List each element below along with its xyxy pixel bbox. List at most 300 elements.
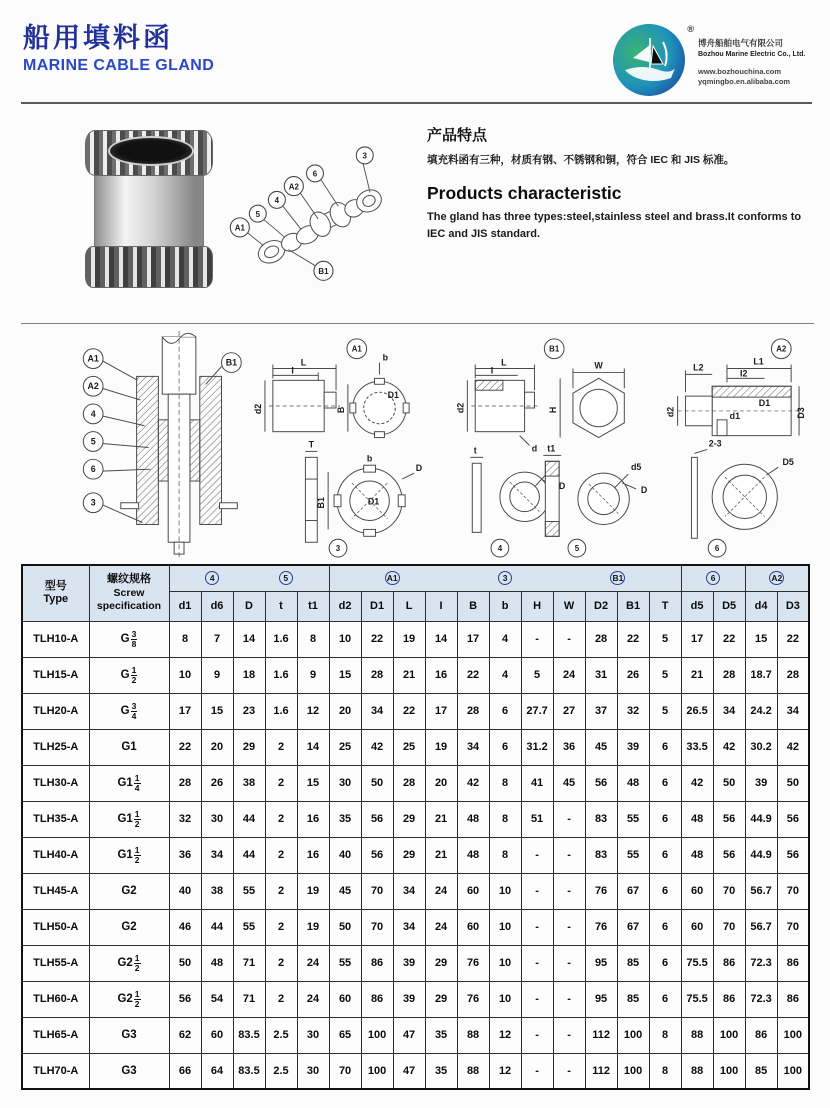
part-4-drawing	[470, 457, 555, 532]
cell-l: 22	[393, 693, 425, 729]
cell-b1: 100	[617, 1017, 649, 1053]
page-header	[0, 0, 830, 102]
cell-b: 88	[457, 1053, 489, 1089]
cell-d5: 48	[681, 837, 713, 873]
b1-dim-I: I	[490, 365, 494, 376]
cell-type: TLH70-A	[22, 1053, 89, 1089]
col-header-i: I	[425, 591, 457, 621]
col-header-b: b	[489, 591, 521, 621]
col-header-d5: d5	[681, 591, 713, 621]
cell-d1: 22	[361, 621, 393, 657]
cell-d3: 42	[777, 729, 809, 765]
part-3-label: 3	[335, 544, 341, 554]
cell-d2: 30	[329, 765, 361, 801]
circled-part-4: 4	[205, 571, 219, 585]
section-callout-a1: A1	[87, 353, 99, 364]
p5-dim-D: D	[640, 484, 648, 495]
part-5-drawing	[543, 455, 636, 536]
part-group-header	[745, 565, 809, 591]
cell-d3: 56	[777, 837, 809, 873]
cell-d4: 24.2	[745, 693, 777, 729]
p6-dim-23: 2-3	[708, 438, 722, 449]
cell-w: 45	[553, 765, 585, 801]
cell-type: TLH50-A	[22, 909, 89, 945]
table-row	[22, 693, 809, 729]
cell-w: -	[553, 981, 585, 1017]
cell-i: 14	[425, 621, 457, 657]
cell-d6: 20	[201, 729, 233, 765]
gland-bottom-nut	[85, 246, 213, 288]
view-b1-label: B1	[549, 344, 560, 354]
col-header-d5: D5	[713, 591, 745, 621]
table-row	[22, 801, 809, 837]
part-group-header	[169, 565, 329, 591]
cell-d4: 15	[745, 621, 777, 657]
a2-dim-L1: L1	[753, 356, 764, 367]
cell-d1: 42	[361, 729, 393, 765]
gland-top-nut	[85, 130, 213, 176]
cell-t1: 30	[297, 1053, 329, 1089]
cell-d6: 30	[201, 801, 233, 837]
company-name-cn: 博舟船舶电气有限公司	[698, 38, 784, 48]
cell-h: -	[521, 1017, 553, 1053]
cell-i: 35	[425, 1017, 457, 1053]
cell-d2: 28	[585, 621, 617, 657]
part-3-drawing	[305, 451, 414, 542]
cell-t: 1.6	[265, 621, 297, 657]
col-header-d1: D1	[361, 591, 393, 621]
cell-t: 2	[265, 981, 297, 1017]
cell-b: 10	[489, 909, 521, 945]
cell-i: 16	[425, 657, 457, 693]
b1-dim-d2: d2	[455, 402, 466, 414]
cell-d6: 15	[201, 693, 233, 729]
cell-h: 27.7	[521, 693, 553, 729]
cell-b1: 48	[617, 765, 649, 801]
cell-b: 12	[489, 1053, 521, 1089]
cell-d2: 65	[329, 1017, 361, 1053]
cell-d2: 60	[329, 981, 361, 1017]
a1-dim-B: B	[335, 406, 346, 414]
cell-t1: 30	[297, 1017, 329, 1053]
exploded-callout-6: 6	[312, 169, 318, 179]
exploded-callout-a2: A2	[288, 182, 299, 192]
part-5-label: 5	[574, 544, 580, 554]
circled-part-3: 3	[498, 571, 512, 585]
cell-l: 28	[393, 765, 425, 801]
view-b1-drawing	[467, 365, 624, 446]
cell-type: TLH25-A	[22, 729, 89, 765]
cell-t1: 24	[297, 981, 329, 1017]
cell-screw-spec: G1	[89, 729, 169, 765]
b1-dim-d: d	[531, 443, 538, 454]
cell-l: 34	[393, 909, 425, 945]
p4-dim-D: D	[558, 480, 566, 491]
a1-dim-d2: d2	[253, 403, 264, 415]
cell-d5: 33.5	[681, 729, 713, 765]
p3-dim-B1: B1	[316, 497, 327, 509]
cell-l: 39	[393, 945, 425, 981]
cell-t1: 24	[297, 945, 329, 981]
features-block	[421, 114, 812, 320]
cell-d5: 86	[713, 945, 745, 981]
table-row	[22, 729, 809, 765]
cell-d3: 70	[777, 873, 809, 909]
cell-l: 47	[393, 1053, 425, 1089]
cell-i: 24	[425, 909, 457, 945]
cell-d: 44	[233, 801, 265, 837]
cell-b: 48	[457, 801, 489, 837]
cell-screw-spec: G $\frac{1}{2}$	[89, 657, 169, 693]
cell-d2: 40	[329, 837, 361, 873]
cell-d5: 34	[713, 693, 745, 729]
cell-h: 5	[521, 657, 553, 693]
cell-d5: 100	[713, 1053, 745, 1089]
cell-d3: 56	[777, 801, 809, 837]
cell-d: 83.5	[233, 1017, 265, 1053]
cell-b: 4	[489, 657, 521, 693]
cell-l: 19	[393, 621, 425, 657]
cell-t: 2.5	[265, 1017, 297, 1053]
exploded-callout-5: 5	[255, 209, 261, 219]
cell-t: 2	[265, 801, 297, 837]
cell-d2: 83	[585, 837, 617, 873]
a2-dim-D3: D3	[795, 407, 806, 419]
cell-b: 10	[489, 945, 521, 981]
cell-d2: 55	[329, 945, 361, 981]
part-group-header	[329, 565, 681, 591]
table-row	[22, 945, 809, 981]
cell-w: -	[553, 837, 585, 873]
cell-d2: 56	[585, 765, 617, 801]
cell-l: 47	[393, 1017, 425, 1053]
part-group-header	[681, 565, 745, 591]
cell-w: -	[553, 909, 585, 945]
cell-d1: 66	[169, 1053, 201, 1089]
cell-b1: 32	[617, 693, 649, 729]
page-title-en: MARINE CABLE GLAND	[23, 57, 215, 75]
cell-screw-spec: G $\frac{3}{4}$	[89, 693, 169, 729]
cell-screw-spec: G2 $\frac{1}{2}$	[89, 945, 169, 981]
col-header-t: T	[649, 591, 681, 621]
cell-h: -	[521, 621, 553, 657]
cell-d6: 9	[201, 657, 233, 693]
cell-i: 20	[425, 765, 457, 801]
cell-t1: 14	[297, 729, 329, 765]
cell-d3: 50	[777, 765, 809, 801]
cell-w: 36	[553, 729, 585, 765]
cell-d1: 100	[361, 1017, 393, 1053]
cell-type: TLH45-A	[22, 873, 89, 909]
sailboat-icon	[613, 24, 685, 96]
col-header-t1: t1	[297, 591, 329, 621]
cell-d1: 86	[361, 945, 393, 981]
cell-screw-spec: G3	[89, 1017, 169, 1053]
cell-d5: 88	[681, 1053, 713, 1089]
cell-d: 44	[233, 837, 265, 873]
technical-drawings	[21, 329, 811, 561]
cell-d4: 56.7	[745, 873, 777, 909]
cell-t: 6	[649, 837, 681, 873]
b1-dim-L: L	[501, 357, 507, 368]
cell-b1: 55	[617, 837, 649, 873]
cell-t: 6	[649, 981, 681, 1017]
cell-t: 6	[649, 945, 681, 981]
cell-d5: 42	[713, 729, 745, 765]
cell-i: 29	[425, 945, 457, 981]
cell-h: -	[521, 945, 553, 981]
cell-d6: 34	[201, 837, 233, 873]
cell-t: 5	[649, 657, 681, 693]
exploded-callout-4: 4	[274, 196, 280, 206]
cell-d4: 85	[745, 1053, 777, 1089]
registered-mark: ®	[687, 24, 694, 34]
circled-part-b1: B1	[610, 571, 625, 585]
cell-d1: 22	[169, 729, 201, 765]
circled-part-6: 6	[706, 571, 720, 585]
cell-i: 19	[425, 729, 457, 765]
cell-b1: 39	[617, 729, 649, 765]
cell-d4: 18.7	[745, 657, 777, 693]
company-website: www.bozhouchina.com	[698, 66, 782, 76]
cell-t: 5	[649, 693, 681, 729]
cell-d2: 10	[329, 621, 361, 657]
cell-d2: 70	[329, 1053, 361, 1089]
col-header-d1: d1	[169, 591, 201, 621]
cell-b: 8	[489, 837, 521, 873]
section-callout-6: 6	[90, 464, 96, 475]
cell-d1: 86	[361, 981, 393, 1017]
cell-d1: 32	[169, 801, 201, 837]
cell-d1: 50	[169, 945, 201, 981]
col-header-l: L	[393, 591, 425, 621]
p6-dim-D5: D5	[782, 457, 794, 468]
cell-d1: 56	[169, 981, 201, 1017]
col-header-w: W	[553, 591, 585, 621]
cell-d: 55	[233, 909, 265, 945]
cell-h: -	[521, 1053, 553, 1089]
company-logo-icon	[613, 24, 685, 96]
cell-d3: 100	[777, 1017, 809, 1053]
cell-d1: 100	[361, 1053, 393, 1089]
cell-b: 88	[457, 1017, 489, 1053]
cell-h: -	[521, 873, 553, 909]
company-alibaba: yqmingbo.en.alibaba.com	[698, 77, 791, 87]
p3-dim-b: b	[366, 453, 373, 464]
cell-b: 76	[457, 945, 489, 981]
spec-section	[0, 561, 830, 1090]
cell-d6: 60	[201, 1017, 233, 1053]
cell-d5: 26.5	[681, 693, 713, 729]
cell-d3: 100	[777, 1053, 809, 1089]
gland-opening	[108, 136, 194, 166]
cell-d4: 39	[745, 765, 777, 801]
p4-dim-t: t	[473, 445, 477, 456]
cell-d5: 75.5	[681, 945, 713, 981]
a2-dim-D1: D1	[758, 398, 771, 409]
col-header-type: 型号 Type	[22, 565, 89, 621]
a1-dim-L: L	[300, 357, 307, 368]
cell-d5: 17	[681, 621, 713, 657]
cell-t1: 8	[297, 621, 329, 657]
section-callout-a2: A2	[87, 381, 99, 392]
cell-d3: 28	[777, 657, 809, 693]
cell-h: -	[521, 981, 553, 1017]
cell-d5: 70	[713, 873, 745, 909]
a1-dim-I: I	[291, 365, 294, 376]
cell-d5: 48	[681, 801, 713, 837]
cell-b: 8	[489, 765, 521, 801]
cell-d2: 112	[585, 1017, 617, 1053]
section-callout-3: 3	[90, 497, 96, 508]
cell-d: 23	[233, 693, 265, 729]
cell-screw-spec: G2 $\frac{1}{2}$	[89, 981, 169, 1017]
product-images	[23, 114, 421, 320]
cell-b: 28	[457, 693, 489, 729]
cell-d4: 30.2	[745, 729, 777, 765]
features-body-cn: 填充料函有三种，材质有钢、不锈钢和铜，符合 IEC 和 JIS 标准。	[427, 154, 735, 166]
cell-d6: 54	[201, 981, 233, 1017]
p5-dim-d5: d5	[630, 462, 642, 473]
cell-t1: 19	[297, 909, 329, 945]
exploded-view-drawing	[225, 140, 405, 300]
cell-d5: 28	[713, 657, 745, 693]
page-title-cn: 船用填料函	[23, 23, 173, 53]
cell-b: 12	[489, 1017, 521, 1053]
cell-l: 21	[393, 657, 425, 693]
cell-screw-spec: G2	[89, 873, 169, 909]
cell-d4: 86	[745, 1017, 777, 1053]
cell-b: 76	[457, 981, 489, 1017]
cell-t: 6	[649, 729, 681, 765]
cell-screw-spec: G $\frac{3}{8}$	[89, 621, 169, 657]
cell-d: 55	[233, 873, 265, 909]
cell-type: TLH55-A	[22, 945, 89, 981]
cell-d4: 44.9	[745, 801, 777, 837]
cell-d1: 28	[169, 765, 201, 801]
cell-d2: 37	[585, 693, 617, 729]
spec-table	[21, 564, 810, 1090]
cell-b1: 85	[617, 945, 649, 981]
cell-b: 34	[457, 729, 489, 765]
cell-d: 71	[233, 945, 265, 981]
cell-b1: 100	[617, 1053, 649, 1089]
cell-w: 24	[553, 657, 585, 693]
cell-d6: 38	[201, 873, 233, 909]
cell-d2: 95	[585, 945, 617, 981]
cell-d6: 64	[201, 1053, 233, 1089]
cell-b1: 85	[617, 981, 649, 1017]
exploded-callout-a1: A1	[234, 223, 245, 233]
cell-type: TLH35-A	[22, 801, 89, 837]
cell-i: 35	[425, 1053, 457, 1089]
cell-w: -	[553, 621, 585, 657]
cell-d1: 34	[361, 693, 393, 729]
cell-d1: 70	[361, 873, 393, 909]
intro-section	[0, 104, 830, 320]
cell-d4: 56.7	[745, 909, 777, 945]
cell-d5: 70	[713, 909, 745, 945]
cell-d5: 86	[713, 981, 745, 1017]
table-row	[22, 1053, 809, 1089]
col-header-h: H	[521, 591, 553, 621]
cell-l: 29	[393, 837, 425, 873]
cell-d: 29	[233, 729, 265, 765]
cell-t: 2	[265, 909, 297, 945]
cell-t1: 16	[297, 837, 329, 873]
cell-type: TLH40-A	[22, 837, 89, 873]
cell-b1: 55	[617, 801, 649, 837]
cell-screw-spec: G1 $\frac{1}{2}$	[89, 801, 169, 837]
cell-d1: 40	[169, 873, 201, 909]
product-photo	[85, 130, 213, 288]
cell-d1: 28	[361, 657, 393, 693]
cell-d5: 21	[681, 657, 713, 693]
col-header-d2: d2	[329, 591, 361, 621]
cell-t1: 16	[297, 801, 329, 837]
p3-dim-D1: D1	[367, 496, 380, 507]
cell-i: 17	[425, 693, 457, 729]
table-row	[22, 909, 809, 945]
cell-d1: 62	[169, 1017, 201, 1053]
cell-t: 6	[649, 765, 681, 801]
cell-d1: 70	[361, 909, 393, 945]
title-block	[23, 24, 214, 75]
a1-dim-b: b	[382, 352, 389, 363]
cell-h: 51	[521, 801, 553, 837]
cell-h: 41	[521, 765, 553, 801]
cell-t1: 9	[297, 657, 329, 693]
cell-d: 14	[233, 621, 265, 657]
cell-d2: 50	[329, 909, 361, 945]
cell-w: -	[553, 873, 585, 909]
cell-w: -	[553, 1017, 585, 1053]
company-info	[698, 38, 816, 88]
exploded-callout-3: 3	[362, 151, 367, 161]
table-row	[22, 873, 809, 909]
col-header-d2: D2	[585, 591, 617, 621]
cell-d: 38	[233, 765, 265, 801]
table-row	[22, 657, 809, 693]
cell-b: 17	[457, 621, 489, 657]
cell-type: TLH65-A	[22, 1017, 89, 1053]
features-heading-en: Products characteristic	[427, 183, 622, 203]
table-row	[22, 1017, 809, 1053]
view-a2-drawing	[678, 365, 799, 436]
cell-t: 2	[265, 945, 297, 981]
cell-i: 24	[425, 873, 457, 909]
cell-d5: 56	[713, 837, 745, 873]
drawings-section	[0, 324, 830, 561]
cell-t: 2	[265, 837, 297, 873]
cell-w: -	[553, 945, 585, 981]
a2-dim-I2: I2	[740, 368, 748, 379]
features-heading-cn: 产品特点	[427, 127, 488, 144]
col-header-screw: 螺纹规格 Screw specification	[89, 565, 169, 621]
cell-b: 6	[489, 693, 521, 729]
cell-d6: 7	[201, 621, 233, 657]
gland-body	[94, 176, 204, 246]
cell-screw-spec: G1 $\frac{1}{4}$	[89, 765, 169, 801]
cell-d5: 88	[681, 1017, 713, 1053]
cell-t1: 12	[297, 693, 329, 729]
section-callout-b1: B1	[225, 357, 238, 368]
cell-l: 39	[393, 981, 425, 1017]
cell-b: 8	[489, 801, 521, 837]
cell-d: 71	[233, 981, 265, 1017]
cell-t: 6	[649, 873, 681, 909]
cell-d1: 56	[361, 801, 393, 837]
